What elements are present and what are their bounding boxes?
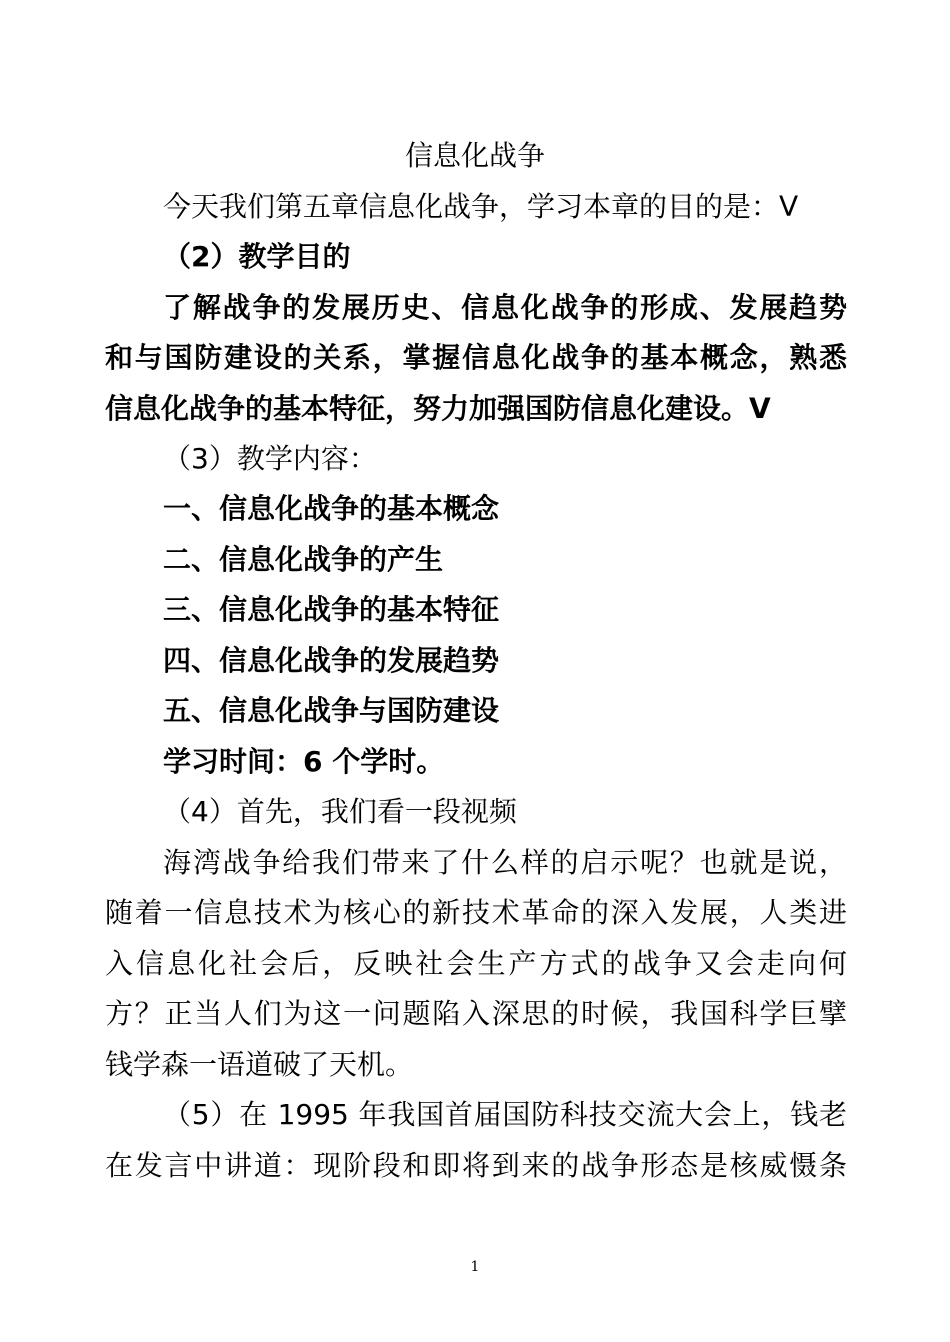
page-number: 1 xyxy=(470,1259,480,1275)
content-item-2: 二、信息化战争的产生 xyxy=(163,543,444,576)
objectives-line-2: 和与国防建设的关系，掌握信息化战争的基本概念，熟悉 xyxy=(105,341,847,374)
objectives-line-1: 了解战争的发展历史、信息化战争的形成、发展趋势 xyxy=(163,291,847,324)
paragraph-line-2: 随着一信息技术为核心的新技术革命的深入发展，人类进 xyxy=(105,896,847,929)
content-item-3: 三、信息化战争的基本特征 xyxy=(163,593,500,626)
section-heading-video: （4）首先，我们看一段视频 xyxy=(163,795,517,828)
paragraph-2-line-1: （5）在 1995 年我国首届国防科技交流大会上，钱老 xyxy=(163,1098,847,1131)
section-heading-objectives: （2）教学目的 xyxy=(163,240,351,273)
content-item-1: 一、信息化战争的基本概念 xyxy=(163,492,500,525)
section-heading-content: （3）教学内容： xyxy=(163,442,377,475)
paragraph-2-line-2: 在发言中讲道：现阶段和即将到来的战争形态是核威慑条 xyxy=(105,1149,847,1182)
paragraph-line-3: 入信息化社会后，反映社会生产方式的战争又会走向何 xyxy=(105,947,847,980)
intro-line: 今天我们第五章信息化战争，学习本章的目的是：ᐯ xyxy=(163,190,799,223)
study-time: 学习时间：6 个学时。 xyxy=(163,745,445,778)
paragraph-line-1: 海湾战争给我们带来了什么样的启示呢？也就是说， xyxy=(163,846,847,879)
content-item-4: 四、信息化战争的发展趋势 xyxy=(163,644,500,677)
document-title: 信息化战争 xyxy=(404,139,545,172)
content-item-5: 五、信息化战争与国防建设 xyxy=(163,694,500,727)
objectives-line-3: 信息化战争的基本特征，努力加强国防信息化建设。ᐯ xyxy=(105,392,771,425)
paragraph-line-5: 钱学森一语道破了天机。 xyxy=(105,1048,414,1081)
paragraph-line-4: 方？正当人们为这一问题陷入深思的时候，我国科学巨擘 xyxy=(105,997,847,1030)
